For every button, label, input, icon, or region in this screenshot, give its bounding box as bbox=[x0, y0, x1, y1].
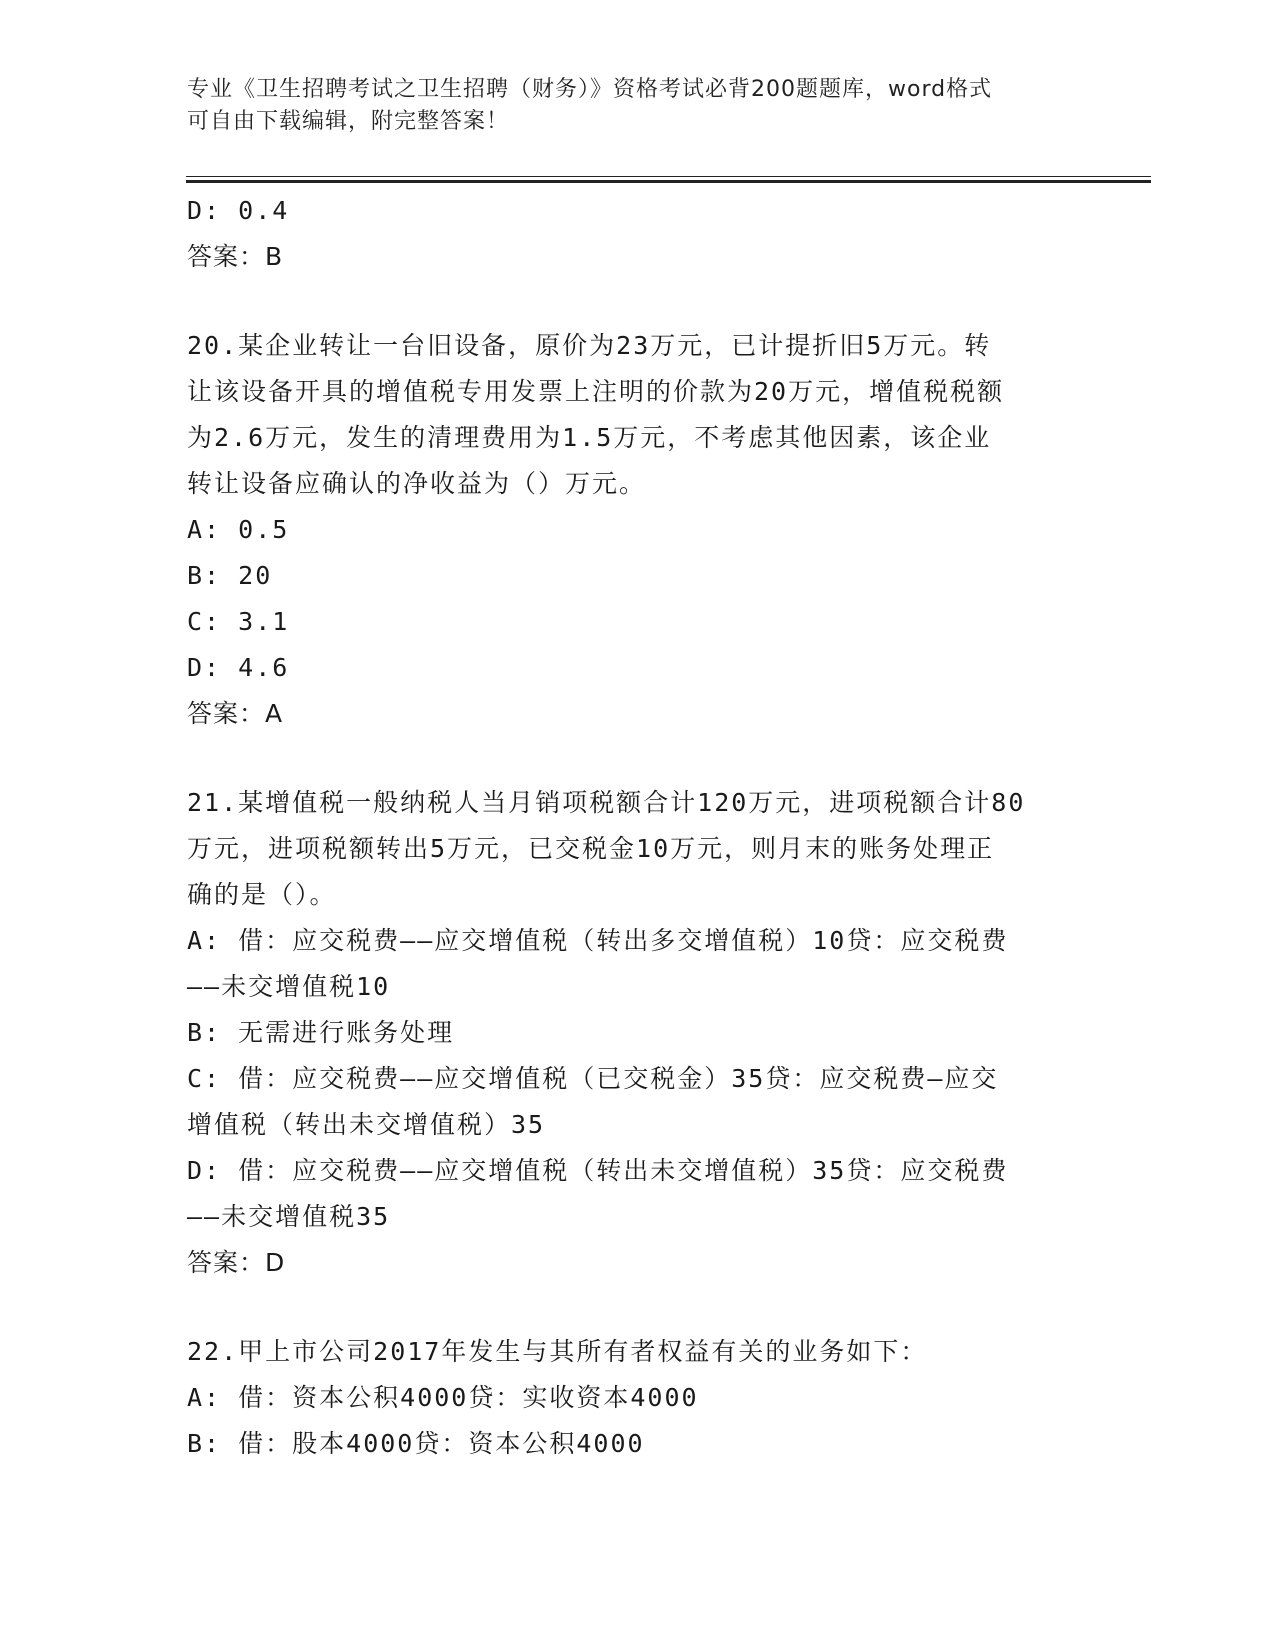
option-a: A: 借：应交税费——应交增值税（转出多交增值税）10贷：应交税费 bbox=[187, 926, 1009, 955]
question-stem-line: 确的是（）。 bbox=[187, 880, 337, 909]
option-d: D: 借：应交税费——应交增值税（转出未交增值税）35贷：应交税费 bbox=[187, 1156, 1009, 1185]
answer-line: 答案：B bbox=[187, 242, 284, 271]
option-d: D: 0.4 bbox=[187, 196, 290, 225]
header-title-line-1: 专业《卫生招聘考试之卫生招聘（财务）》资格考试必背200题题库，word格式 bbox=[187, 77, 993, 102]
option-b: B: 20 bbox=[187, 561, 273, 590]
option-d-continued: ——未交增值税35 bbox=[187, 1202, 391, 1231]
header-divider-thick bbox=[186, 180, 1151, 183]
question-stem-line: 为2.6万元，发生的清理费用为1.5万元，不考虑其他因素，该企业 bbox=[187, 423, 992, 452]
question-19-tail bbox=[187, 188, 1087, 280]
option-c: C: 借：应交税费——应交增值税（已交税金）35贷：应交税费—应交 bbox=[187, 1064, 999, 1093]
option-c-continued: 增值税（转出未交增值税）35 bbox=[187, 1110, 546, 1139]
option-b: B: 借：股本4000贷：资本公积4000 bbox=[187, 1429, 645, 1458]
question-stem-line: 转让设备应确认的净收益为（）万元。 bbox=[187, 469, 647, 498]
answer-line: 答案：A bbox=[187, 699, 284, 728]
question-stem-line: 让该设备开具的增值税专用发票上注明的价款为20万元，增值税税额 bbox=[187, 377, 1005, 406]
question-stem-line: 20.某企业转让一台旧设备，原价为23万元，已计提折旧5万元。转 bbox=[187, 331, 992, 360]
question-stem-line: 万元，进项税额转出5万元，已交税金10万元，则月末的账务处理正 bbox=[187, 834, 995, 863]
question-stem-line: 21.某增值税一般纳税人当月销项税额合计120万元，进项税额合计80 bbox=[187, 788, 1026, 817]
option-a: A: 0.5 bbox=[187, 515, 290, 544]
document-header bbox=[187, 74, 1067, 138]
option-a: A: 借：资本公积4000贷：实收资本4000 bbox=[187, 1383, 699, 1412]
header-divider-thin bbox=[186, 176, 1151, 177]
option-a-continued: ——未交增值税10 bbox=[187, 972, 391, 1001]
question-20 bbox=[187, 323, 1087, 737]
question-stem-line: 22.甲上市公司2017年发生与其所有者权益有关的业务如下： bbox=[187, 1337, 928, 1366]
header-title-line-2: 可自由下载编辑，附完整答案！ bbox=[187, 109, 510, 134]
question-22 bbox=[187, 1329, 1087, 1467]
option-c: C: 3.1 bbox=[187, 607, 290, 636]
document-body bbox=[187, 188, 1087, 1467]
option-b: B: 无需进行账务处理 bbox=[187, 1018, 455, 1047]
option-d: D: 4.6 bbox=[187, 653, 290, 682]
answer-line: 答案：D bbox=[187, 1248, 286, 1277]
question-21 bbox=[187, 780, 1087, 1286]
